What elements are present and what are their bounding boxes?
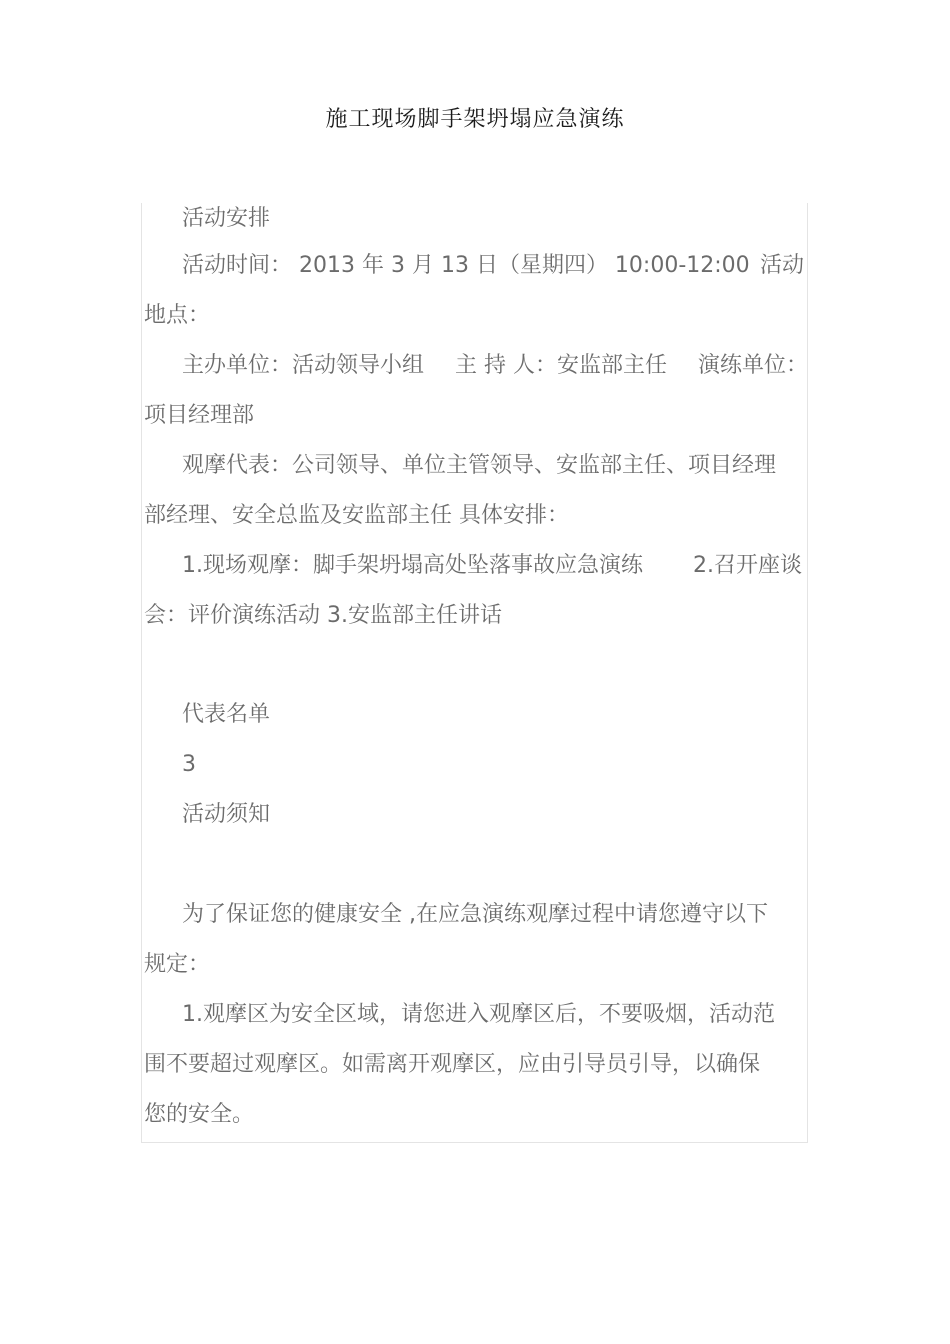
notice-intro-line-2: 规定： — [144, 952, 211, 977]
notice-intro-line-1: 为了保证您的健康安全 ,在应急演练观摩过程中请您遵守以下 — [182, 902, 768, 927]
schedule-item-1: 1.现场观摩：脚手架坍塌高处坠落事故应急演练 — [182, 553, 643, 578]
activity-location-label-start: 活动 — [759, 253, 804, 278]
activity-arrangement-heading: 活动安排 — [182, 206, 271, 231]
rule-1-line-2: 围不要超过观摩区。如需离开观摩区，应由引导员引导，以确保 — [144, 1052, 761, 1077]
representatives-heading: 代表名单 — [182, 702, 271, 727]
activity-location-label: 地点： — [144, 303, 211, 328]
observers-line-2: 部经理、安全总监及安监部主任 具体安排： — [144, 503, 569, 528]
organizer-text: 主办单位：活动领导小组 — [182, 353, 425, 378]
notice-heading: 活动须知 — [182, 802, 271, 827]
schedule-line-1 — [182, 551, 802, 581]
schedule-item-2-start: 2.召开座谈 — [693, 553, 802, 578]
page-title: 施工现场脚手架坍塌应急演练 — [325, 107, 625, 132]
organizer-line — [182, 351, 808, 381]
host-text: 主 持 人：安监部主任 — [455, 353, 667, 378]
activity-time-line — [182, 251, 804, 281]
rule-1-line-1: 1.观摩区为安全区域，请您进入观摩区后，不要吸烟，活动范 — [182, 1002, 775, 1027]
observers-line-1: 观摩代表：公司领导、单位主管领导、安监部主任、项目经理 — [182, 453, 777, 478]
drill-unit-value: 项目经理部 — [144, 403, 255, 428]
drill-unit-label: 演练单位： — [697, 353, 808, 378]
content-box — [141, 203, 808, 1143]
activity-time-text: 活动时间： 2013 年 3 月 13 日（星期四） 10:00-12:00 — [182, 253, 750, 278]
schedule-line-2: 会：评价演练活动 3.安监部主任讲话 — [144, 603, 502, 628]
page-number: 3 — [182, 752, 196, 777]
rule-1-line-3: 您的安全。 — [144, 1102, 255, 1127]
